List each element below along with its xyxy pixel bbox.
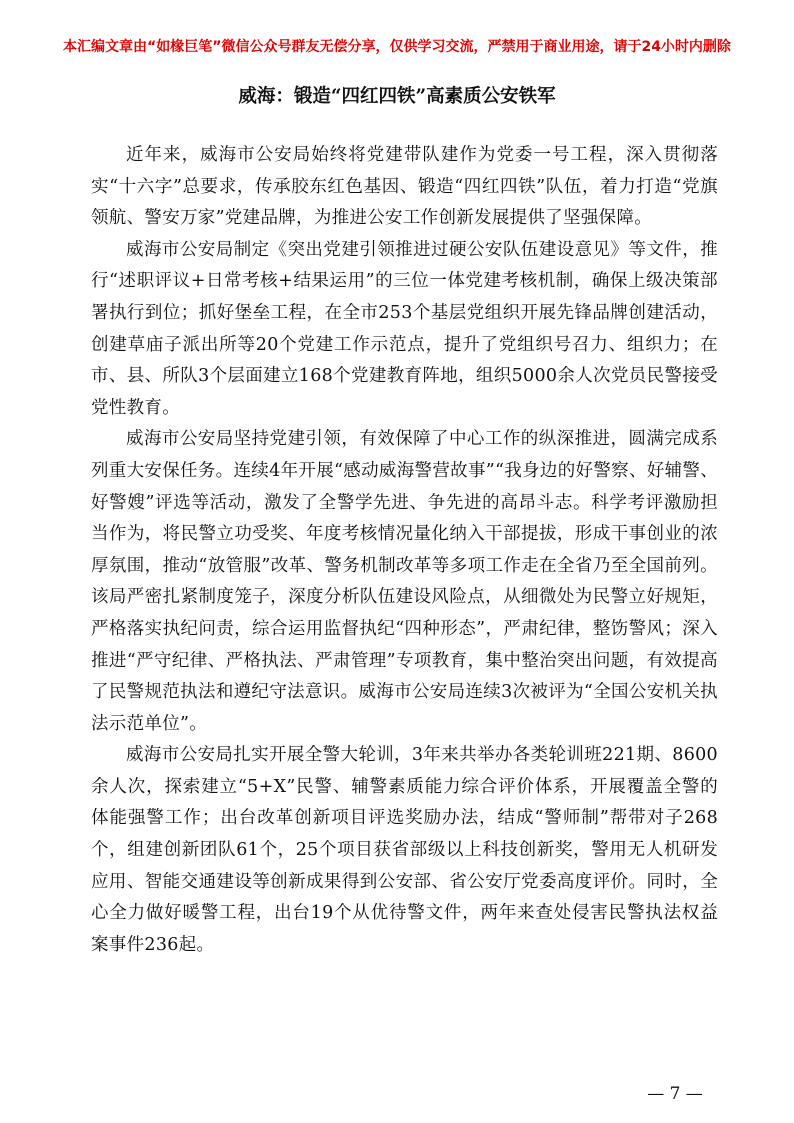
article-body — [91, 140, 718, 961]
copyright-notice: 本汇编文章由“如椽巨笔”微信公众号群友无偿分享，仅供学习交流，严禁用于商业用途，请于24小时内删除 — [63, 39, 731, 55]
page-number: — 7 — — [647, 1084, 703, 1104]
paragraph-training: 威海市公安局扎实开展全警大轮训，3年来共举办各类轮训班221期、8600余人次，探索建立“5+X”民警、辅警素质能力综合评价体系，开展覆盖全警的体能强警工作；出台改革创新项目评选奖励办法，结成“警师制”帮带对子268个，组建创新团队61个，25个项目获省部级以上科技创新奖，警用无人机研发应用、智能交通建设等创新成果得到公安部、省公安厅党委高度评价。同时，全心全力做好暖警工程，出台19个从优待警文件，两年来查处侵害民警执法权益案事件236起。 — [91, 745, 718, 955]
paragraph-party-building: 威海市公安局制定《突出党建引领推进过硬公安队伍建设意见》等文件，推行“述职评议+日常考核+结果运用”的三位一体党建考核机制，确保上级决策部署执行到位；抓好堡垒工程，在全市253个基层党组织开展先锋品牌创建活动，创建草庙子派出所等20个党建工作示范点，提升了党组织号召力、组织力；在市、县、所队3个层面建立168个党建教育阵地，组织5000余人次党员民警接受党性教育。 — [91, 239, 718, 418]
paragraph-discipline: 威海市公安局坚持党建引领，有效保障了中心工作的纵深推进，圆满完成系列重大安保任务。连续4年开展“感动威海警营故事”“我身边的好警察、好辅警、好警嫂”评选等活动，激发了全警学先进、争先进的高昂斗志。科学考评激励担当作为，将民警立功受奖、年度考核情况量化纳入干部提拔，形成干事创业的浓厚氛围，推动“放管服”改革、警务机制改革等多项工作走在全省乃至全国前列。该局严密扎紧制度笼子，深度分析队伍建设风险点，从细微处为民警立好规矩，严格落实执纪问责，综合运用监督执纪“四种形态”，严肃纪律，整饬警风；深入推进“严守纪律、严格执法、严肃管理”专项教育，集中整治突出问题，有效提高了民警规范执法和遵纪守法意识。威海市公安局连续3次被评为“全国公安机关执法示范单位”。 — [91, 429, 718, 734]
paragraph-intro: 近年来，威海市公安局始终将党建带队建作为党委一号工程，深入贯彻落实“十六字”总要求，传承胶东红色基因、锻造“四红四铁”队伍，着力打造“党旗领航、警安万家”党建品牌，为推进公安工作创新发展提供了坚强保障。 — [91, 145, 718, 229]
article-title: 威海：锻造“四红四铁”高素质公安铁军 — [238, 86, 556, 107]
